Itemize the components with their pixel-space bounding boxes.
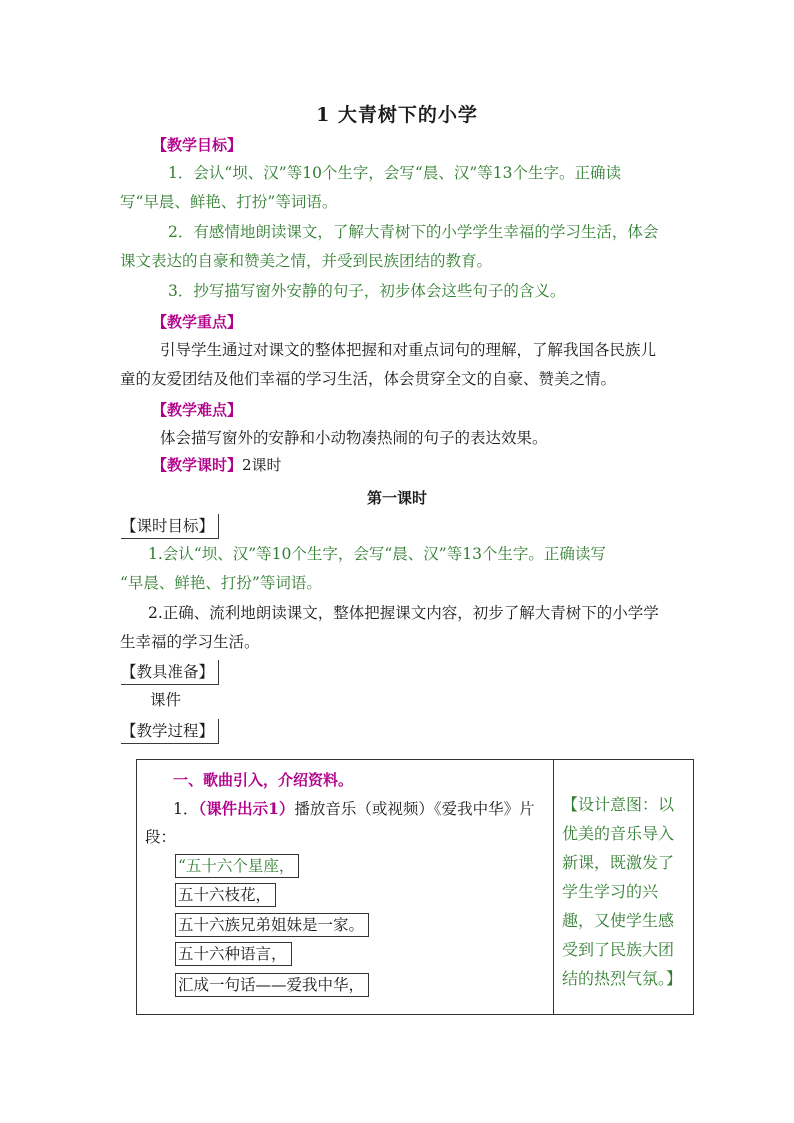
section-heading: 一、歌曲引入，介绍资料。 [173, 771, 354, 789]
hours-heading: 【教学课时】 [152, 456, 243, 474]
goals-heading: 【教学目标】 [152, 136, 243, 154]
lyric-line-2: 五十六枝花， [175, 883, 276, 907]
hours-value: 2课时 [242, 456, 282, 474]
difficulty-line-1: 体会描写窗外的安静和小动物凑热闹的句子的表达效果。 [160, 429, 548, 447]
lesson-goal-2-line-1: 2.正确、流利地朗读课文，整体把握课文内容，初步了解大青树下的小学学 [148, 604, 659, 622]
lesson-goal-1-line-1: 1.会认“坝、汉”等10个生字，会写“晨、汉”等13个生字。正确读写 [148, 545, 606, 563]
keypoints-line-1: 引导学生通过对课文的整体把握和对重点词句的理解，了解我国各民族儿 [160, 341, 657, 359]
lyric-line-1: “五十六个星座， [175, 854, 299, 878]
goal-2-line-2: 课文表达的自豪和赞美之情，并受到民族团结的教育。 [120, 252, 493, 270]
goal-1-line-2: 写“早晨、鲜艳、打扮”等词语。 [120, 193, 338, 211]
step-text: 播放音乐（或视频）《爱我中华》片 [294, 800, 535, 818]
lesson-goal-2-line-2: 生幸福的学习生活。 [120, 633, 260, 651]
lesson-title: 1 大青树下的小学 [316, 104, 478, 126]
lesson-goals-label: 【课时目标】 [121, 514, 219, 539]
design-note-cell [554, 760, 694, 1015]
step-number: 1． [173, 800, 199, 818]
lyric-line-5: 汇成一句话——爱我中华， [175, 973, 369, 997]
lesson-goal-1-line-2: “早晨、鲜艳、打扮”等词语。 [120, 574, 322, 592]
prep-value: 课件 [150, 691, 182, 709]
prep-label: 【教具准备】 [121, 660, 219, 685]
process-cell [137, 760, 554, 1015]
keypoints-line-2: 童的友爱团结及他们幸福的学习生活，体会贯穿全文的自豪、赞美之情。 [120, 370, 617, 388]
step-1-line-1 [173, 794, 535, 824]
goal-3: 3．抄写描写窗外安静的句子，初步体会这些句子的含义。 [168, 282, 566, 300]
step-tag: （课件出示1） [198, 799, 295, 818]
process-label: 【教学过程】 [121, 719, 219, 744]
goal-2-line-1: 2．有感情地朗读课文，了解大青树下的小学学生幸福的学习生活，体会 [168, 223, 659, 241]
first-lesson-heading: 第一课时 [366, 489, 427, 507]
lyric-line-3: 五十六族兄弟姐妹是一家。 [175, 913, 369, 937]
goal-1-line-1: 1．会认“坝、汉”等10个生字，会写“晨、汉”等13个生字。正确读 [168, 164, 622, 182]
step-1-line-2: 段： [145, 828, 177, 846]
difficulty-heading: 【教学难点】 [152, 401, 243, 419]
lesson-process-table [136, 759, 694, 1015]
keypoints-heading: 【教学重点】 [152, 313, 243, 331]
hours-row [152, 454, 282, 475]
lyric-line-4: 五十六种语言， [175, 942, 292, 966]
design-note: 【设计意图：以优美的音乐导入新课，既激发了学生学习的兴趣，又使学生感受到了民族大团结的热烈气氛。】 [562, 795, 683, 988]
